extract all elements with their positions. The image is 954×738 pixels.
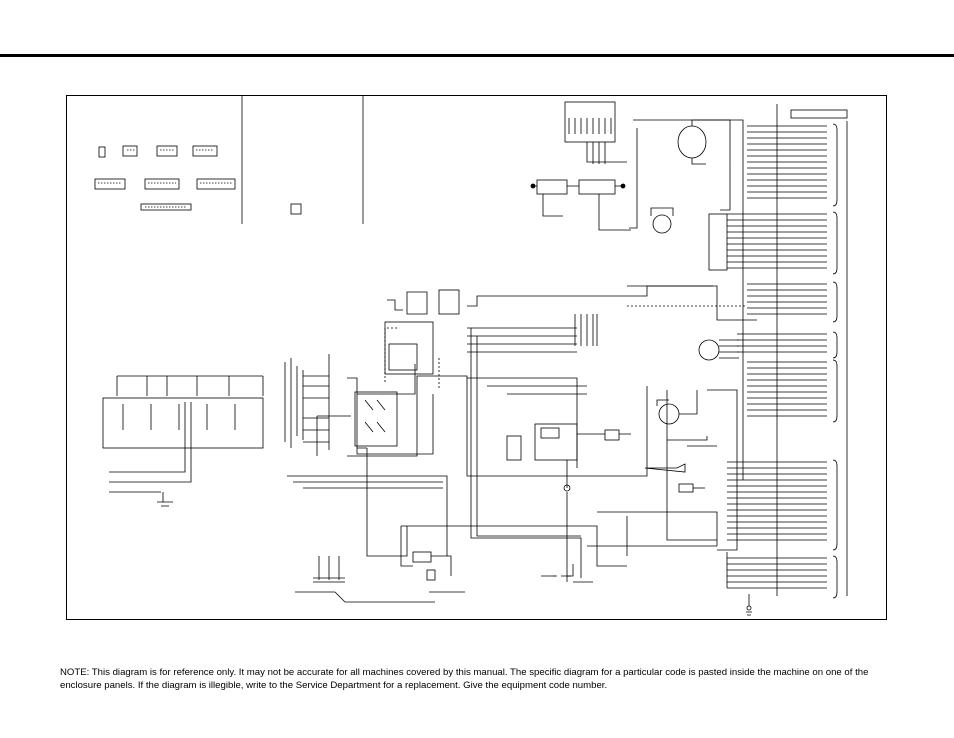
bottom-components <box>295 526 752 615</box>
middle-components <box>355 286 739 582</box>
terminal-strips <box>727 104 847 598</box>
reference-note: NOTE: This diagram is for reference only. It may not be accurate for all machines covered by this manual. The specific diagram for a particular code is pasted inside the machine on one of the enclosure panels. If the diagram is illegible, write to the Service Department for a replacement. Give the equipment code number. <box>60 667 869 691</box>
top-center-components <box>531 102 743 480</box>
wiring-diagram <box>66 95 887 620</box>
dashed-leaders <box>385 306 747 388</box>
trunk-wiring <box>287 286 757 588</box>
schematic-drawing <box>67 96 888 621</box>
header-rule <box>0 54 954 57</box>
connector-legend <box>95 96 363 224</box>
